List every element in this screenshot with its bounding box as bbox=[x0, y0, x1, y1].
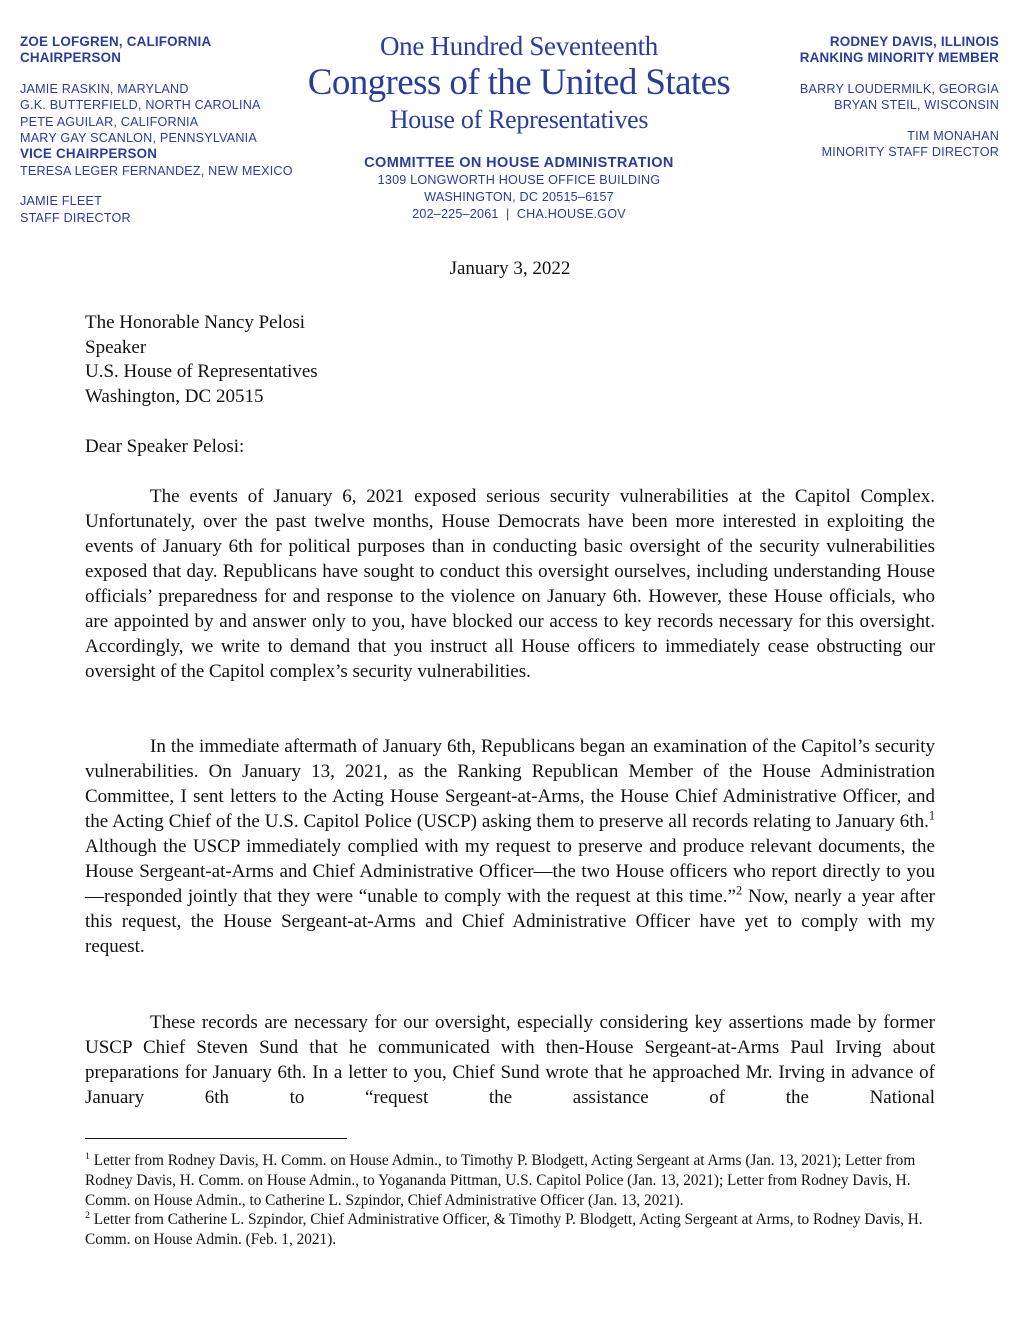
footnote-number: 2 bbox=[85, 1210, 90, 1222]
member-line: MINORITY STAFF DIRECTOR bbox=[821, 145, 999, 160]
recipient-line: The Honorable Nancy Pelosi bbox=[85, 312, 306, 333]
letter-date: January 3, 2022 bbox=[449, 258, 571, 279]
letterhead-title-block bbox=[300, 30, 738, 223]
member-line: BARRY LOUDERMILK, GEORGIA bbox=[799, 81, 999, 96]
member-line: JAMIE RASKIN, MARYLAND bbox=[20, 81, 189, 96]
member-line: VICE CHAIRPERSON bbox=[20, 146, 158, 162]
recipient-line: U.S. House of Representatives bbox=[85, 361, 318, 382]
recipient-line: Washington, DC 20515 bbox=[85, 385, 264, 407]
letter-date-row bbox=[0, 258, 1028, 280]
member-line: TERESA LEGER FERNANDEZ, NEW MEXICO bbox=[20, 163, 293, 178]
congress-title: Congress of the United States bbox=[307, 62, 731, 103]
committee-address-1: 1309 LONGWORTH HOUSE OFFICE BUILDING bbox=[377, 173, 661, 187]
footnote-2: $^2$ Letter from Catherine L. Szpindor, Chief Administrative Officer, & Timothy P. Blodgett, Acting Sergeant at Arms, to Rodney Davis, H. Comm. on House Admin. (Feb. 1, 2021). bbox=[85, 1210, 923, 1249]
body-paragraph-3 bbox=[85, 1010, 935, 1110]
recipient-line: Speaker bbox=[85, 336, 147, 358]
house-title: House of Representatives bbox=[389, 105, 649, 134]
member-line: RANKING MINORITY MEMBER bbox=[799, 50, 999, 66]
recipient-address bbox=[85, 311, 318, 409]
footnote-number: 1 bbox=[85, 1150, 90, 1162]
member-line: JAMIE FLEET bbox=[20, 194, 102, 209]
committee-address-2: WASHINGTON, DC 20515–6157 bbox=[424, 190, 614, 204]
letterhead-majority-members bbox=[20, 34, 293, 226]
footnote-divider bbox=[85, 1138, 347, 1139]
member-line: RODNEY DAVIS, ILLINOIS bbox=[829, 34, 999, 49]
member-line: TIM MONAHAN bbox=[907, 128, 999, 143]
paragraph-text: The events of January 6, 2021 exposed serious security vulnerabilities at the Capitol Complex. Unfortunately, over the past twelve months, House Democrats have been more interested in exploiting the events of January 6th for political purposes than in conducting basic oversight of the security vulnerabilities exposed that day. Republicans have sought to conduct this oversight ourselves, including understanding House officials’ preparedness for and response to the violence on January 6th. However, these House officials, who are appointed by and answer only to you, have blocked our access to key records necessary for this oversight. Accordingly, we write to demand that you instruct all House officers to immediately cease obstructing our oversight of the Capitol complex’s security vulnerabilities. bbox=[85, 486, 935, 682]
member-line: CHAIRPERSON bbox=[20, 50, 122, 66]
congress-number: One Hundred Seventeenth bbox=[379, 31, 658, 61]
footnote-ref-2: 2 bbox=[736, 883, 743, 898]
body-paragraph-1 bbox=[85, 484, 935, 684]
member-line: G.K. BUTTERFIELD, NORTH CAROLINA bbox=[20, 98, 261, 113]
paragraph-text: These records are necessary for our oversight, especially considering key assertions made by former USCP Chief Steven Sund that he communicated with then-House Sergeant-at-Arms Paul Irving about preparations for January 6th. In a letter to you, Chief Sund wrote that he approached Mr. Irving in advance of January 6th to “request the assistance of the National bbox=[85, 1012, 935, 1108]
footnote-1: $^1$ Letter from Rodney Davis, H. Comm. on House Admin., to Timothy P. Blodgett, Acting Sergeant at Arms (Jan. 13, 2021); Letter from Rodney Davis, H. Comm. on House Admin., to Yogananda Pittman, U.S. Capitol Police (Jan. 13, 2021); Letter from Rodney Davis, H. Comm. on House Admin., to Catherine L. Szpindor, Chief Administrative Officer (Jan. 13, 2021). bbox=[85, 1150, 916, 1209]
salutation: Dear Speaker Pelosi: bbox=[85, 436, 245, 457]
footnotes bbox=[85, 1151, 935, 1250]
member-line: ZOE LOFGREN, CALIFORNIA bbox=[20, 34, 212, 49]
member-line: PETE AGUILAR, CALIFORNIA bbox=[20, 114, 199, 129]
member-line: MARY GAY SCANLON, PENNSYLVANIA bbox=[20, 131, 257, 146]
letterhead-minority-members bbox=[800, 34, 999, 160]
member-line: BRYAN STEIL, WISCONSIN bbox=[834, 98, 999, 113]
committee-contact: 202–225–2061 | CHA.HOUSE.GOV bbox=[412, 207, 626, 221]
footnote-ref-1: 1 bbox=[928, 808, 935, 823]
paragraph-text: In the immediate aftermath of January 6th, Republicans began an examination of the Capitol’s security vulnerabilities. On January 13, 2021, as the Ranking Republican Member of the House Administration Committee, I sent letters to the Acting House Sergeant-at-Arms, the House Chief Administrative Officer, and the Acting Chief of the U.S. Capitol Police (USCP) asking them to preserve all records relating to January 6th.$^1$ Although the USCP immediately complied with my request to preserve and produce relevant documents, the House Sergeant-at-Arms and Chief Administrative Officer—the two House officers who report directly to you—responded jointly that they were “unable to comply with the request at this time.”$^2$ Now, nearly a year after this request, the House Sergeant-at-Arms and Chief Administrative Officer have yet to comply with my request. bbox=[85, 736, 936, 957]
member-line: STAFF DIRECTOR bbox=[20, 210, 131, 225]
committee-name: COMMITTEE ON HOUSE ADMINISTRATION bbox=[364, 155, 674, 171]
body-paragraph-2 bbox=[85, 734, 935, 959]
